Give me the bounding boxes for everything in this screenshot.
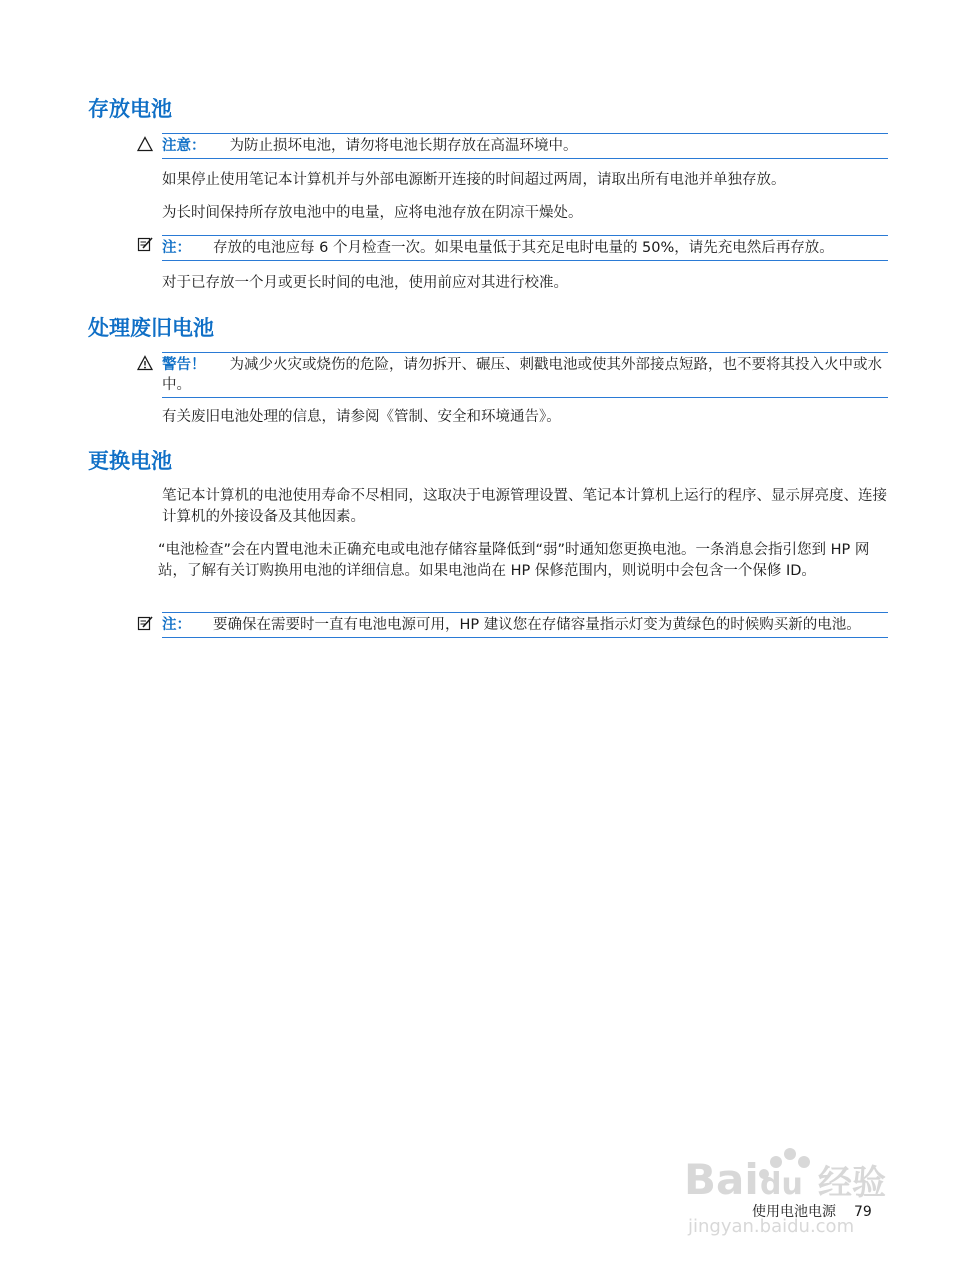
note-callout-replacing: [162, 612, 888, 638]
warning-callout: [162, 352, 888, 398]
storage-paragraph-3: 对于已存放一个月或更长时间的电池，使用前应对其进行校准。: [162, 275, 568, 291]
svg-text:du: du: [760, 1167, 803, 1202]
caution-text: 为防止损坏电池，请勿将电池长期存放在高温环境中。: [229, 138, 578, 154]
storage-paragraph-1: 如果停止使用笔记本计算机并与外部电源断开连接的时间超过两周，请取出所有电池并单独存放。: [162, 172, 786, 188]
section-title-disposal: 处理废旧电池: [88, 316, 214, 340]
svg-text:经验: 经验: [818, 1163, 886, 1203]
page-footer: [752, 1201, 872, 1221]
footer-section-name: 使用电池电源: [752, 1204, 836, 1220]
note-pencil-icon: [137, 236, 153, 252]
storage-paragraph-2: 为长时间保持所存放电池中的电量，应将电池存放在阴凉干燥处。: [162, 205, 583, 221]
baidu-jingyan-watermark-logo: [684, 1140, 898, 1240]
section-title-replacing: 更换电池: [88, 449, 172, 473]
replacing-paragraph-2: “电池检查”会在内置电池未正确充电或电池存储容量降低到“弱”时通知您更换电池。一条消息会指引您到 HP 网站，了解有关订购换用电池的详细信息。如果电池尚在 HP 保修范围内，则说明中会包含一个保修 ID。: [158, 542, 870, 579]
note-callout-storage: [162, 235, 888, 261]
section-title-storage: 存放电池: [88, 97, 172, 121]
disposal-paragraph-1: 有关废旧电池处理的信息，请参阅《管制、安全和环境通告》。: [162, 409, 561, 425]
warning-label: 警告！: [162, 357, 206, 373]
svg-text:Bai: Bai: [684, 1155, 759, 1204]
caution-label: 注意：: [162, 138, 206, 154]
note-label: 注：: [162, 617, 191, 633]
replacing-paragraph-1: 笔记本计算机的电池使用寿命不尽相同，这取决于电源管理设置、笔记本计算机上运行的程序、显示屏亮度、连接计算机的外接设备及其他因素。: [162, 488, 887, 525]
caution-callout: [162, 133, 888, 159]
warning-triangle-icon: [137, 355, 153, 371]
note-text: 要确保在需要时一直有电池电源可用，HP 建议您在存储容量指示灯变为黄绿色的时候购买新的电池。: [213, 617, 861, 633]
warning-text: 为减少火灾或烧伤的危险，请勿拆开、碾压、刺戳电池或使其外部接点短路，也不要将其投入火中或水中。: [162, 357, 882, 393]
page-number: 79: [854, 1204, 872, 1220]
caution-triangle-icon: [137, 136, 153, 152]
note-text: 存放的电池应每 6 个月检查一次。如果电量低于其充足电时电量的 50%，请先充电然后再存放。: [213, 240, 834, 256]
svg-text:jingyan.baidu.com: jingyan.baidu.com: [688, 1216, 855, 1237]
note-pencil-icon: [137, 615, 153, 631]
note-label: 注：: [162, 240, 191, 256]
